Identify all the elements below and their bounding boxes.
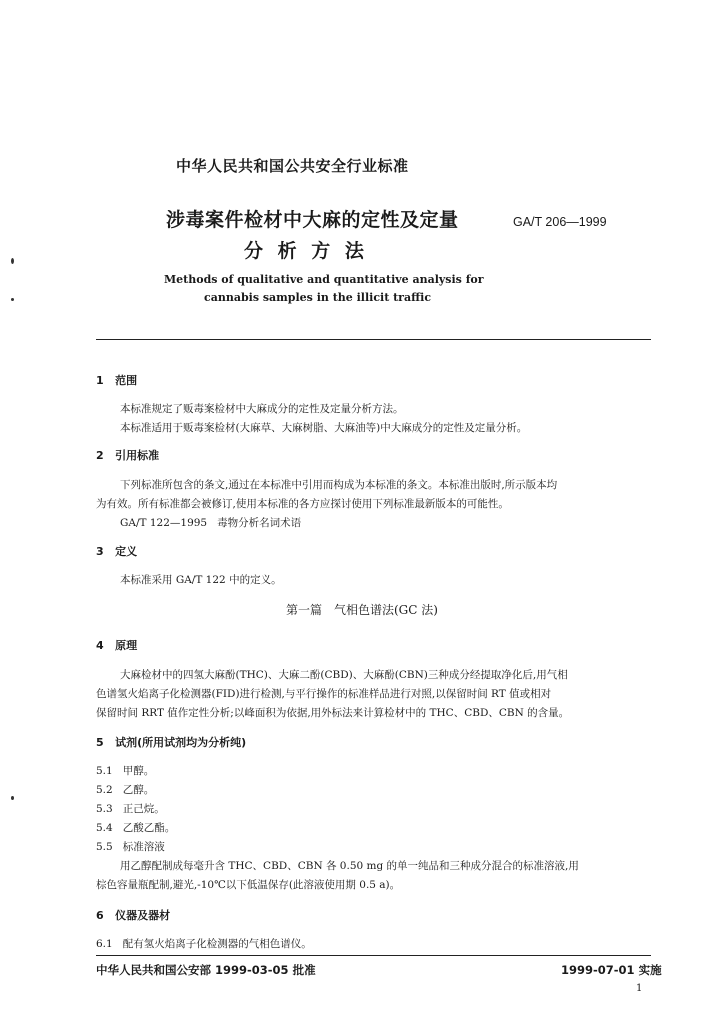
item-num: 5.5 [96, 841, 113, 853]
section-3-heading [96, 543, 137, 559]
section-6-title: 仪器及器材 [115, 909, 171, 922]
list-item [96, 839, 165, 854]
section-5-heading [96, 734, 246, 750]
effective-date: 1999-07-01 实施 [561, 963, 662, 977]
list-item [96, 763, 154, 778]
section-6-heading [96, 907, 170, 923]
issuer-heading: 中华人民共和国公共安全行业标准 [176, 157, 409, 175]
part-1-heading: 第一篇 气相色谱法(GC 法) [286, 603, 438, 617]
scan-speck [11, 796, 14, 800]
reference-title: 毒物分析名词术语 [217, 517, 302, 529]
section-2-reference [120, 515, 301, 530]
item-num: 6.1 [96, 938, 113, 950]
section-4-title: 原理 [115, 639, 138, 652]
reference-code: GA/T 122—1995 [120, 517, 208, 529]
section-2-heading [96, 447, 159, 463]
approval-line: 中华人民共和国公安部 1999-03-05 批准 [96, 963, 316, 977]
item-text: 配有氢火焰离子化检测器的气相色谱仪。 [122, 938, 312, 950]
scan-speck [11, 298, 14, 301]
section-4-line-2: 色谱氢火焰离子化检测器(FID)进行检测,与平行操作的标准样品进行对照,以保留时间 RT 值或相对 [96, 688, 552, 700]
title-rule [96, 339, 651, 340]
standard-solution-line-1: 用乙醇配制成每毫升含 THC、CBD、CBN 各 0.50 mg 的单一纯品和三种成分混合的标准溶液,用 [120, 860, 579, 872]
section-3-num: 3 [96, 545, 104, 558]
list-item [96, 936, 312, 951]
item-text: 标准溶液 [122, 841, 165, 853]
section-4-line-1: 大麻检材中的四氢大麻酚(THC)、大麻二酚(CBD)、大麻酚(CBN)三种成分经提取净化后,用气相 [120, 669, 568, 681]
section-4-heading [96, 637, 137, 653]
section-1-para-2: 本标准适用于贩毒案检材(大麻草、大麻树脂、大麻油等)中大麻成分的定性及定量分析。 [120, 422, 528, 434]
item-num: 5.1 [96, 765, 113, 777]
section-1-para-1: 本标准规定了贩毒案检材中大麻成分的定性及定量分析方法。 [120, 403, 404, 415]
section-4-num: 4 [96, 639, 104, 652]
standard-solution-line-2: 棕色容量瓶配制,避光,-10℃以下低温保存(此溶液使用期 0.5 a)。 [96, 879, 401, 891]
page-number: 1 [636, 983, 643, 994]
footer-rule [96, 955, 651, 956]
list-item [96, 820, 175, 835]
list-item [96, 782, 154, 797]
scan-speck [11, 258, 14, 264]
item-text: 乙醇。 [122, 784, 155, 796]
section-5-num: 5 [96, 736, 104, 749]
section-2-num: 2 [96, 449, 104, 462]
section-3-para: 本标准采用 GA/T 122 中的定义。 [120, 574, 282, 586]
title-line-2: 分 析 方 法 [244, 240, 368, 262]
item-num: 5.2 [96, 784, 113, 796]
english-title-line-1: Methods of qualitative and quantitative analysis for [164, 273, 484, 286]
item-num: 5.4 [96, 822, 113, 834]
section-1-num: 1 [96, 374, 104, 387]
section-1-title: 范围 [115, 374, 138, 387]
item-num: 5.3 [96, 803, 113, 815]
standard-code: GA/T 206—1999 [513, 215, 607, 229]
item-text: 甲醇。 [122, 765, 155, 777]
section-6-num: 6 [96, 909, 104, 922]
section-5-title: 试剂(所用试剂均为分析纯) [115, 736, 247, 749]
section-4-line-3: 保留时间 RRT 值作定性分析;以峰面积为依据,用外标法来计算检材中的 THC、CBD、CBN 的含量。 [96, 707, 570, 719]
item-text: 乙酸乙酯。 [122, 822, 176, 834]
list-item [96, 801, 165, 816]
section-1-heading [96, 372, 137, 388]
section-2-title: 引用标准 [115, 449, 160, 462]
item-text: 正己烷。 [122, 803, 165, 815]
section-2-para-line-2: 为有效。所有标准都会被修订,使用本标准的各方应探讨使用下列标准最新版本的可能性。 [96, 498, 509, 510]
section-3-title: 定义 [115, 545, 138, 558]
title-line-1: 涉毒案件检材中大麻的定性及定量 [166, 209, 459, 231]
english-title-line-2: cannabis samples in the illicit traffic [204, 291, 432, 304]
section-2-para-line-1: 下列标准所包含的条文,通过在本标准中引用而构成为本标准的条文。本标准出版时,所示版本均 [120, 479, 558, 491]
